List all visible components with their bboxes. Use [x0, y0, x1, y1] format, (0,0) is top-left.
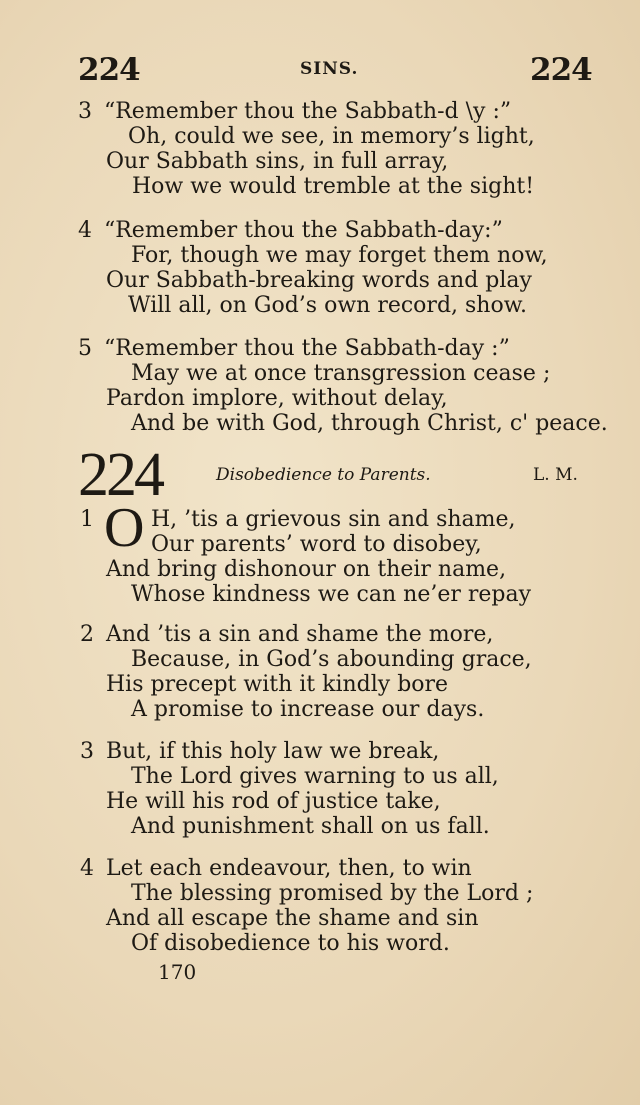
verse-line: Of disobedience to his word.	[131, 931, 450, 956]
verse-number: 1	[80, 507, 94, 532]
verse-line: And all escape the shame and sin	[106, 906, 479, 931]
verse-line: The Lord gives warning to us all,	[131, 764, 499, 789]
verse-line: And bring dishonour on their name,	[106, 557, 507, 582]
hymn-number: 224	[78, 441, 162, 509]
verse-line: Will all, on God’s own record, show.	[128, 293, 527, 318]
hymn-meter: L. M.	[533, 465, 578, 485]
verse-line: Whose kindness we can ne’er repay	[131, 582, 532, 607]
header-hymn-number-left: 224	[78, 52, 140, 88]
verse-line: And ’tis a sin and shame the more,	[106, 622, 494, 647]
verse-line: Because, in God’s abounding grace,	[131, 647, 532, 672]
verse-line: How we would tremble at the sight!	[132, 174, 535, 199]
verse-line: Let each endeavour, then, to win	[106, 856, 472, 881]
verse-line: Our parents’ word to disobey,	[151, 532, 482, 557]
verse-number: 5	[78, 336, 92, 361]
header-hymn-number-right: 224	[530, 52, 592, 88]
verse-line: Our Sabbath sins, in full array,	[106, 149, 449, 174]
verse-line: May we at once transgression cease ;	[131, 361, 551, 386]
verse-line: But, if this holy law we break,	[106, 739, 440, 764]
verse-line: And be with God, through Christ, c' peace.	[131, 411, 608, 436]
verse-number: 4	[78, 218, 92, 243]
verse-line: Our Sabbath-breaking words and play	[106, 268, 532, 293]
drop-cap: O	[104, 497, 145, 559]
verse-line: A promise to increase our days.	[131, 697, 485, 722]
verse-number: 2	[80, 622, 94, 647]
verse-line: “Remember thou the Sabbath-day:”	[104, 218, 503, 243]
verse-line: The blessing promised by the Lord ;	[131, 881, 534, 906]
verse-line: He will his rod of justice take,	[106, 789, 441, 814]
verse-line: Oh, could we see, in memory’s light,	[128, 124, 535, 149]
verse-line: His precept with it kindly bore	[106, 672, 449, 697]
verse-line: And punishment shall on us fall.	[131, 814, 490, 839]
verse-line: Pardon implore, without delay,	[106, 386, 448, 411]
verse-line: “Remember thou the Sabbath-d \y :”	[104, 99, 512, 124]
hymn-title: Disobedience to Parents.	[216, 465, 431, 485]
verse-line: “Remember thou the Sabbath-day :”	[104, 336, 510, 361]
verse-line: For, though we may forget them now,	[131, 243, 548, 268]
header-section-title: SINS.	[300, 59, 359, 79]
verse-number: 4	[80, 856, 94, 881]
verse-number: 3	[80, 739, 94, 764]
verse-line: H, ’tis a grievous sin and shame,	[151, 507, 516, 532]
page-number: 170	[158, 960, 197, 984]
verse-number: 3	[78, 99, 92, 124]
